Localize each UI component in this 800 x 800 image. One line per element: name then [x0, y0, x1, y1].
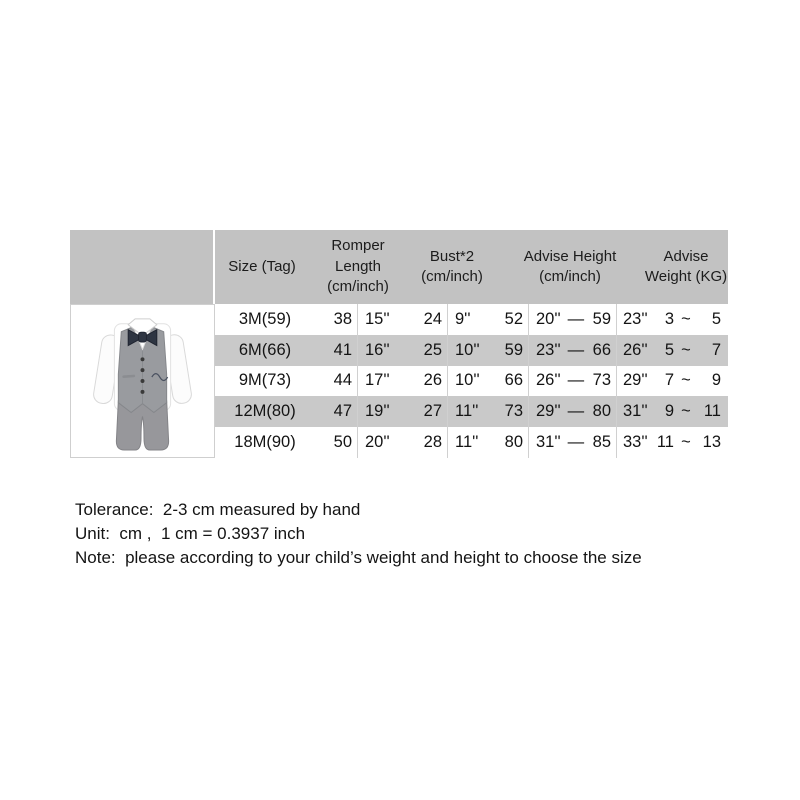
height-min-cm-cell: 52 [495, 304, 529, 335]
weight-min-cell: 11 [656, 433, 674, 452]
weight-max-cell: 13 [702, 433, 721, 452]
height-max-cm-cell: 80 [590, 396, 617, 427]
height-header-line2: (cm/inch) [539, 268, 601, 285]
bust-cm-cell: 28 [405, 427, 448, 458]
header-separator [213, 230, 215, 304]
size-cell: 3M(59) [238, 309, 292, 328]
column-header-romper-length [327, 230, 389, 304]
bust-inch-cell: 9'' [455, 309, 471, 328]
table-row [215, 335, 728, 366]
size-cell: 9M(73) [238, 371, 292, 390]
height-max-cm-cell: 85 [590, 427, 617, 458]
height-max-cm-cell: 59 [590, 304, 617, 335]
range-dash: — [567, 340, 585, 359]
weight-tilde: ~ [681, 433, 691, 452]
height-max-cm-cell: 73 [590, 366, 617, 397]
weight-header-line2: Weight (KG) [644, 268, 728, 285]
table-body [215, 304, 728, 458]
weight-max-cell: 7 [711, 340, 721, 359]
bust-header-line1: Bust*2 [429, 247, 475, 265]
height-max-inch-cell: 29'' [623, 371, 648, 390]
height-min-inch-cell [529, 335, 590, 366]
weight-min-cell: 9 [664, 402, 674, 421]
height-min-inch-cell [529, 396, 590, 427]
height-min-inch-cell [529, 427, 590, 458]
weight-tilde: ~ [681, 371, 691, 390]
romper-header-line3: (cm/inch) [327, 278, 389, 296]
baby-romper-image [71, 305, 214, 457]
bust-cm-cell: 27 [405, 396, 448, 427]
length-inch-cell: 16'' [365, 340, 390, 359]
romper-pants [116, 401, 168, 450]
height-max-inch-cell: 31'' [623, 402, 648, 421]
range-dash: — [567, 309, 585, 328]
weight-min-cell: 7 [664, 371, 674, 390]
weight-max-cell: 5 [711, 309, 721, 328]
height-min-inch-cell [529, 366, 590, 397]
romper-header-line1: Romper [331, 237, 385, 255]
weight-min-cell: 3 [664, 309, 674, 328]
length-inch-cell: 20'' [365, 433, 390, 452]
column-header-size-label: Size (Tag) [228, 257, 296, 275]
length-inch-cell: 15'' [365, 309, 390, 328]
height-min-cm-cell: 59 [495, 335, 529, 366]
column-header-size [228, 230, 296, 304]
range-dash: — [567, 433, 585, 452]
size-cell: 6M(66) [238, 340, 292, 359]
length-cm-cell: 38 [315, 304, 358, 335]
length-cm-cell: 50 [315, 427, 358, 458]
height-min-inch: 20'' [536, 309, 561, 328]
height-max-inch-cell: 33'' [623, 433, 648, 452]
romper-header-line2: Length [335, 257, 381, 275]
size-cell: 12M(80) [234, 402, 296, 421]
footnotes [75, 498, 642, 570]
height-min-inch: 29'' [536, 402, 561, 421]
unit-note: Unit: cm , 1 cm = 0.3937 inch [75, 524, 306, 543]
weight-tilde: ~ [681, 340, 691, 359]
weight-max-cell: 9 [711, 371, 721, 390]
column-header-advise-weight [645, 230, 727, 304]
table-row [215, 427, 728, 458]
height-min-cm-cell: 73 [495, 396, 529, 427]
size-cell: 18M(90) [234, 433, 296, 452]
bust-inch-cell: 10'' [455, 340, 480, 359]
weight-header-line1: Advise [663, 247, 709, 265]
bust-cm-cell: 26 [405, 366, 448, 397]
range-dash: — [567, 402, 585, 421]
weight-tilde: ~ [681, 309, 691, 328]
length-cm-cell: 44 [315, 366, 358, 397]
bust-cm-cell: 24 [405, 304, 448, 335]
height-max-cm-cell: 66 [590, 335, 617, 366]
weight-max-cell: 11 [703, 402, 721, 421]
height-min-cm-cell: 80 [495, 427, 529, 458]
size-chart-table [70, 230, 728, 458]
tolerance-note: Tolerance: 2-3 cm measured by hand [75, 500, 361, 519]
length-cm-cell: 47 [315, 396, 358, 427]
product-image-cell [70, 304, 215, 458]
table-header-row [70, 230, 728, 304]
height-min-inch: 26'' [536, 371, 561, 390]
height-min-cm-cell: 66 [495, 366, 529, 397]
table-row [215, 304, 728, 335]
table-row [215, 396, 728, 427]
table-row [215, 366, 728, 397]
weight-min-cell: 5 [664, 340, 674, 359]
length-cm-cell: 41 [315, 335, 358, 366]
size-note: Note: please according to your child’s weight and height to choose the size [75, 548, 642, 567]
height-max-inch-cell: 23'' [623, 309, 648, 328]
bust-cm-cell: 25 [405, 335, 448, 366]
height-min-inch-cell [529, 304, 590, 335]
bust-inch-cell: 11'' [455, 433, 479, 452]
column-header-bust [421, 230, 483, 304]
weight-tilde: ~ [681, 402, 691, 421]
height-min-inch: 31'' [536, 433, 561, 452]
length-inch-cell: 17'' [365, 371, 390, 390]
height-header-line1: Advise Height [523, 247, 617, 265]
column-header-advise-height [524, 230, 617, 304]
height-max-inch-cell: 26'' [623, 340, 648, 359]
length-inch-cell: 19'' [365, 402, 390, 421]
height-min-inch: 23'' [536, 340, 561, 359]
bust-inch-cell: 11'' [455, 402, 479, 421]
bust-header-line2: (cm/inch) [421, 268, 483, 285]
range-dash: — [567, 371, 585, 390]
bust-inch-cell: 10'' [455, 371, 480, 390]
